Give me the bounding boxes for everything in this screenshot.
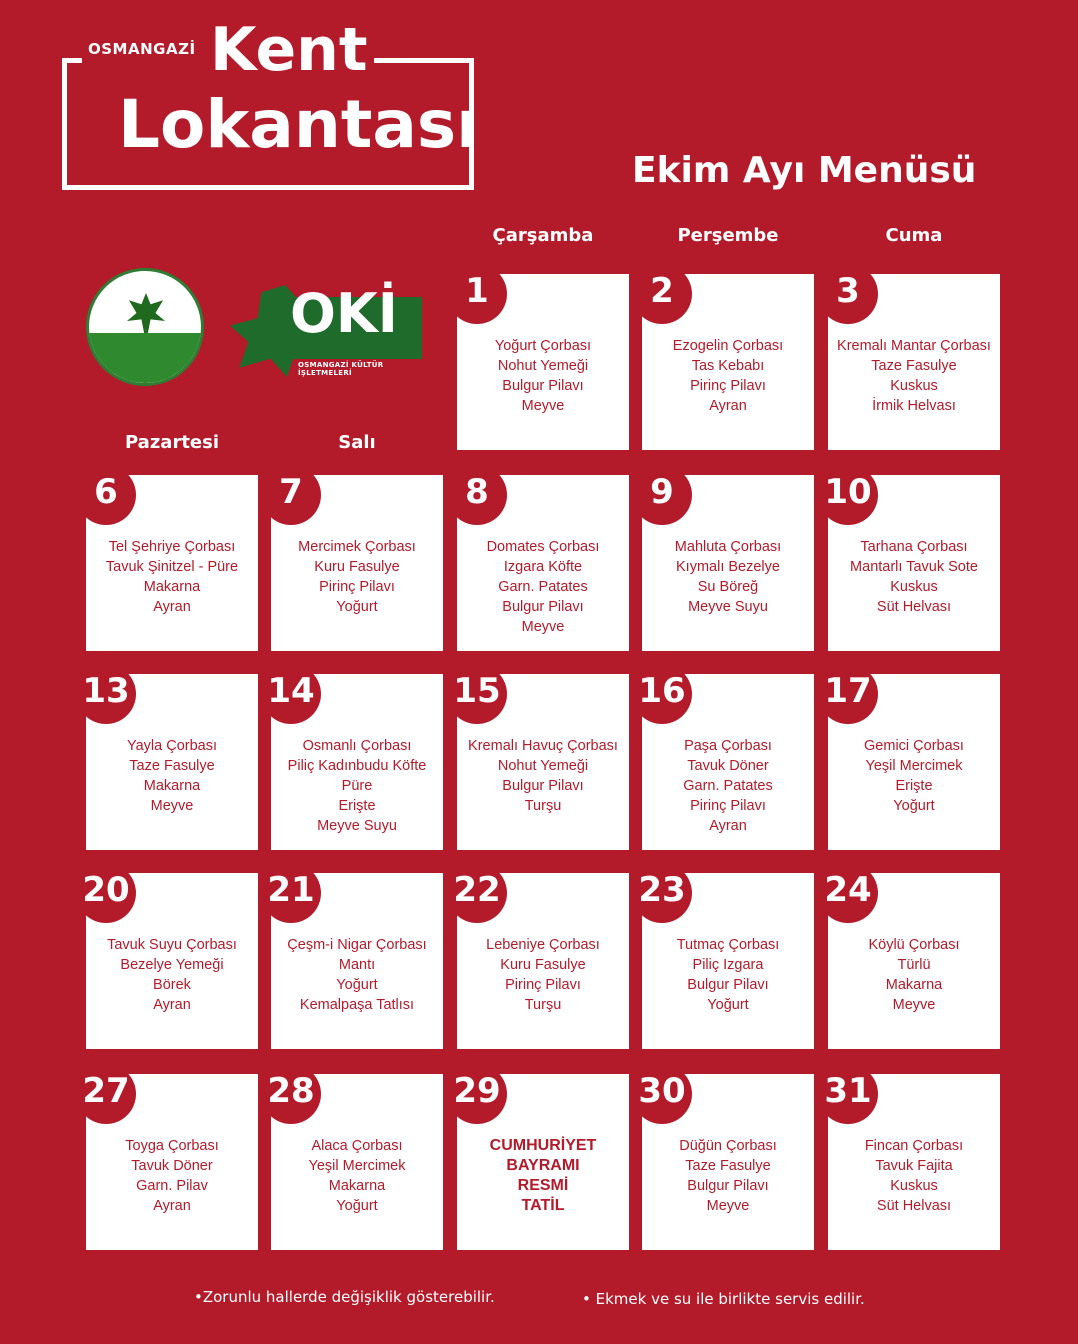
day-number: 1 [447,264,507,324]
menu-item: Meyve [521,619,565,635]
menu-item: Kuskus [890,378,938,394]
oki-logo-sub: OSMANGAZİ KÜLTÜR İŞLETMELERİ [298,361,384,377]
day-cell [453,671,629,850]
menu-item: TATİL [521,1197,565,1214]
menu-item: BAYRAMI [506,1157,580,1174]
menu-item: Meyve [706,1198,750,1214]
menu-items [457,1136,629,1216]
menu-item: Yoğurt [336,977,378,993]
menu-items [642,935,814,1015]
menu-item: Bulgur Pilavı [687,1178,769,1194]
menu-item: Garn. Patates [498,579,588,595]
menu-item: Süt Helvası [876,1198,952,1214]
day-number: 29 [447,1064,507,1124]
day-cell [638,1071,814,1250]
menu-item: Yeşil Mercimek [308,1158,406,1174]
menu-item: Fincan Çorbası [864,1138,964,1154]
day-number: 17 [818,664,878,724]
day-cell [453,1071,629,1250]
menu-item: Yoğurt Çorbası [494,338,592,354]
menu-item: Lebeniye Çorbası [486,937,600,953]
day-cell [824,870,1000,1049]
day-number: 23 [632,863,692,923]
menu-item: Nohut Yemeği [497,358,589,374]
menu-item: Garn. Patates [683,778,773,794]
menu-item: Kemalpaşa Tatlısı [299,997,415,1013]
menu-item: Ezogelin Çorbası [672,338,784,354]
day-cell [824,671,1000,850]
day-number: 2 [632,264,692,324]
day-number: 21 [261,863,321,923]
menu-item: Meyve [892,997,936,1013]
day-cell [86,472,258,651]
menu-item: Yoğurt [893,798,935,814]
day-cell [457,472,629,651]
day-number: 9 [632,465,692,525]
menu-item: Piliç Izgara [692,957,764,973]
menu-items [271,537,443,617]
menu-items [642,736,814,836]
menu-item: Toyga Çorbası [125,1138,219,1154]
menu-item: Erişte [338,798,376,814]
menu-items [642,1136,814,1216]
day-cell [271,472,443,651]
menu-item: Tavuk Döner [687,758,769,774]
day-number: 8 [447,465,507,525]
menu-items [642,336,814,416]
day-cell [267,1071,443,1250]
day-number: 3 [818,264,878,324]
menu-item: Bulgur Pilavı [502,778,584,794]
menu-item: Garn. Pilav [136,1178,208,1194]
page-title: Ekim Ayı Menüsü [632,150,977,191]
day-number: 22 [447,863,507,923]
menu-item: Mercimek Çorbası [298,539,416,555]
day-number: 16 [632,664,692,724]
menu-items [457,935,629,1015]
day-number: 7 [261,465,321,525]
menu-items [86,935,258,1015]
day-number: 13 [76,664,136,724]
menu-item: Domates Çorbası [486,539,600,555]
day-number: 15 [447,664,507,724]
day-cell [824,472,1000,651]
menu-item: Yayla Çorbası [127,738,217,754]
menu-item: Makarna [885,977,943,993]
day-cell [642,472,814,651]
menu-items [828,336,1000,416]
logo-lokantasi: Lokantası [118,86,479,163]
menu-items [457,336,629,416]
menu-item: Mahluta Çorbası [674,539,782,555]
menu-items [828,537,1000,617]
day-cell [82,1071,258,1250]
menu-item: Börek [153,977,191,993]
footnote-bread-water: • Ekmek ve su ile birlikte servis edilir. [582,1290,865,1308]
menu-item: Çeşm-i Nigar Çorbası [287,937,427,953]
menu-items [86,537,258,617]
weekday-wednesday: Çarşamba [492,225,594,246]
oki-logo-word: OKİ [290,282,398,345]
menu-item: Pirinç Pilavı [690,798,766,814]
menu-item: Tas Kebabı [691,358,765,374]
menu-item: Yoğurt [336,1198,378,1214]
menu-item: Bezelye Yemeği [120,957,224,973]
menu-items [828,736,1000,816]
menu-item: Nohut Yemeği [497,758,589,774]
day-number: 30 [632,1064,692,1124]
weekday-thursday: Perşembe [677,225,779,246]
menu-item: Piliç Kadınbudu Köfte [287,758,427,774]
menu-item: Meyve [150,798,194,814]
menu-item: Bulgur Pilavı [687,977,769,993]
menu-items [457,736,629,816]
menu-item: Pirinç Pilavı [690,378,766,394]
menu-item: Yoğurt [707,997,749,1013]
weekday-friday: Cuma [885,225,943,246]
menu-item: Pirinç Pilavı [319,579,395,595]
menu-item: Kuskus [890,1178,938,1194]
menu-item: CUMHURİYET [489,1137,597,1154]
day-cell [642,271,814,450]
menu-item: Yoğurt [336,599,378,615]
menu-item: Kremalı Havuç Çorbası [468,738,618,754]
menu-item: Makarna [143,579,201,595]
menu-item: Paşa Çorbası [684,738,772,754]
menu-item: Meyve Suyu [317,818,397,834]
oki-logo [230,282,422,377]
menu-item: Turşu [524,997,562,1013]
day-number: 6 [76,465,136,525]
logo-kent: Kent [204,20,374,80]
menu-item: Gemici Çorbası [864,738,964,754]
day-cell [638,870,814,1049]
menu-item: Ayran [153,599,191,615]
day-cell [638,671,814,850]
menu-items [642,537,814,617]
day-cell [267,671,443,850]
menu-item: Ayran [153,1198,191,1214]
menu-item: Bulgur Pilavı [502,378,584,394]
menu-item: Türlü [897,957,931,973]
menu-item: Kuru Fasulye [314,559,400,575]
weekday-tuesday: Salı [338,432,376,453]
menu-items [828,1136,1000,1216]
day-number: 14 [261,664,321,724]
menu-item: Tel Şehriye Çorbası [108,539,236,555]
menu-items [271,935,443,1015]
menu-item: Taze Fasulye [871,358,957,374]
menu-item: Pirinç Pilavı [505,977,581,993]
menu-item: İrmik Helvası [872,398,956,414]
menu-item: Osmanlı Çorbası [302,738,412,754]
menu-item: Makarna [328,1178,386,1194]
day-cell [82,671,258,850]
menu-item: Alaca Çorbası [311,1138,403,1154]
menu-item: Kuskus [890,579,938,595]
day-number: 24 [818,863,878,923]
menu-items [86,1136,258,1216]
menu-item: Taze Fasulye [129,758,215,774]
menu-item: Taze Fasulye [685,1158,771,1174]
menu-items [271,736,443,836]
logo-osmangazi: OSMANGAZİ [84,40,200,58]
footnote-changes: •Zorunlu hallerde değişiklik gösterebilir. [194,1288,495,1306]
menu-item: Su Böreğ [697,579,759,595]
weekday-monday: Pazartesi [124,432,220,453]
menu-item: Tavuk Fajita [875,1158,953,1174]
menu-items [86,736,258,816]
day-number: 31 [818,1064,878,1124]
day-number: 20 [76,863,136,923]
day-cell [82,870,258,1049]
day-cell [824,1071,1000,1250]
day-number: 28 [261,1064,321,1124]
menu-item: Ayran [709,398,747,414]
menu-item: Düğün Çorbası [679,1138,777,1154]
day-number: 10 [818,465,878,525]
menu-item: Tutmaç Çorbası [676,937,780,953]
menu-item: Turşu [524,798,562,814]
menu-item: Makarna [143,778,201,794]
menu-item: Meyve Suyu [688,599,768,615]
day-cell [457,271,629,450]
menu-item: Bulgur Pilavı [502,599,584,615]
menu-items [828,935,1000,1015]
menu-item: Kremalı Mantar Çorbası [837,338,991,354]
menu-items [271,1136,443,1216]
menu-item: Köylü Çorbası [868,937,960,953]
menu-item: Tarhana Çorbası [860,539,968,555]
menu-item: Ayran [153,997,191,1013]
menu-item: Yeşil Mercimek [865,758,963,774]
menu-item: Tavuk Şinitzel - Püre [105,559,239,575]
menu-item: Kıymalı Bezelye [676,559,780,575]
day-cell [453,870,629,1049]
menu-item: Tavuk Döner [131,1158,213,1174]
menu-item: Mantı [338,957,376,973]
menu-item: Meyve [521,398,565,414]
menu-item: RESMİ [517,1177,569,1194]
menu-item: Süt Helvası [876,599,952,615]
menu-item: Ayran [709,818,747,834]
menu-item: Erişte [895,778,933,794]
menu-item: Mantarlı Tavuk Sote [850,559,978,575]
day-cell [828,271,1000,450]
menu-item: Izgara Köfte [503,559,583,575]
menu-item: Tavuk Suyu Çorbası [107,937,237,953]
day-number: 27 [76,1064,136,1124]
menu-item: Kuru Fasulye [500,957,586,973]
menu-item: Püre [341,778,373,794]
day-cell [267,870,443,1049]
menu-items [457,537,629,637]
municipality-seal-icon [86,268,204,386]
